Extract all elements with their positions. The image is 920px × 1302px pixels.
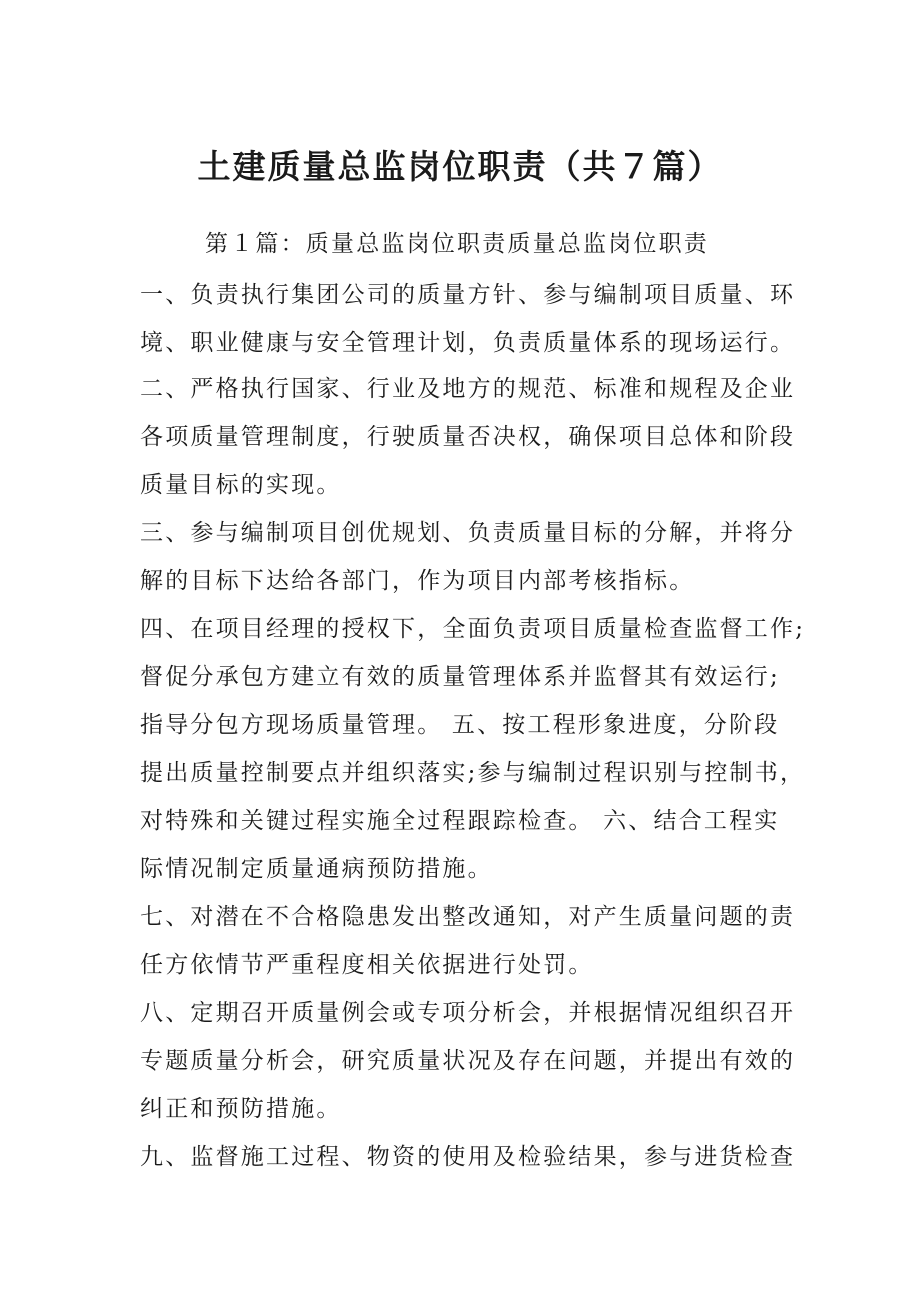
paragraph-line: 三、参与编制项目创优规划、负责质量目标的分解，并将分 [140,520,796,546]
paragraph-line: 指导分包方现场质量管理。 五、按工程形象进度，分阶段 [140,712,780,738]
paragraph-line: 八、定期召开质量例会或专项分析会，并根据情况组织召开 [140,1000,796,1026]
paragraph-line: 解的目标下达给各部门，作为项目内部考核指标。 [140,568,695,594]
section-heading: 第１篇：质量总监岗位职责质量总监岗位职责 [205,231,709,257]
paragraph-line: 九、监督施工过程、物资的使用及检验结果，参与进货检查 [140,1144,796,1170]
paragraph-line: 一、负责执行集团公司的质量方针、参与编制项目质量、环 [140,282,796,308]
paragraph-line: 四、在项目经理的授权下，全面负责项目质量检查监督工作; [140,616,806,642]
paragraph-line: 纠正和预防措施。 [140,1096,342,1122]
paragraph-line: 二、严格执行国家、行业及地方的规范、标准和规程及企业 [140,376,796,402]
paragraph-line: 质量目标的实现。 [140,472,342,498]
paragraph-line: 任方依情节严重程度相关依据进行处罚。 [140,952,594,978]
paragraph-line: 督促分承包方建立有效的质量管理体系并监督其有效运行; [140,664,780,690]
paragraph-line: 对特殊和关键过程实施全过程跟踪检查。 六、结合工程实 [140,808,780,834]
paragraph-line: 境、职业健康与安全管理计划，负责质量体系的现场运行。 [140,330,796,356]
paragraph-line: 专题质量分析会，研究质量状况及存在问题，并提出有效的 [140,1048,796,1074]
paragraph-line: 七、对潜在不合格隐患发出整改通知，对产生质量问题的责 [140,904,796,930]
paragraph-line: 各项质量管理制度，行驶质量否决权，确保项目总体和阶段 [140,424,796,450]
paragraph-line: 际情况制定质量通病预防措施。 [140,856,493,882]
page-title: 土建质量总监岗位职责（共７篇） [197,147,723,186]
paragraph-line: 提出质量控制要点并组织落实;参与编制过程识别与控制书， [140,760,806,786]
